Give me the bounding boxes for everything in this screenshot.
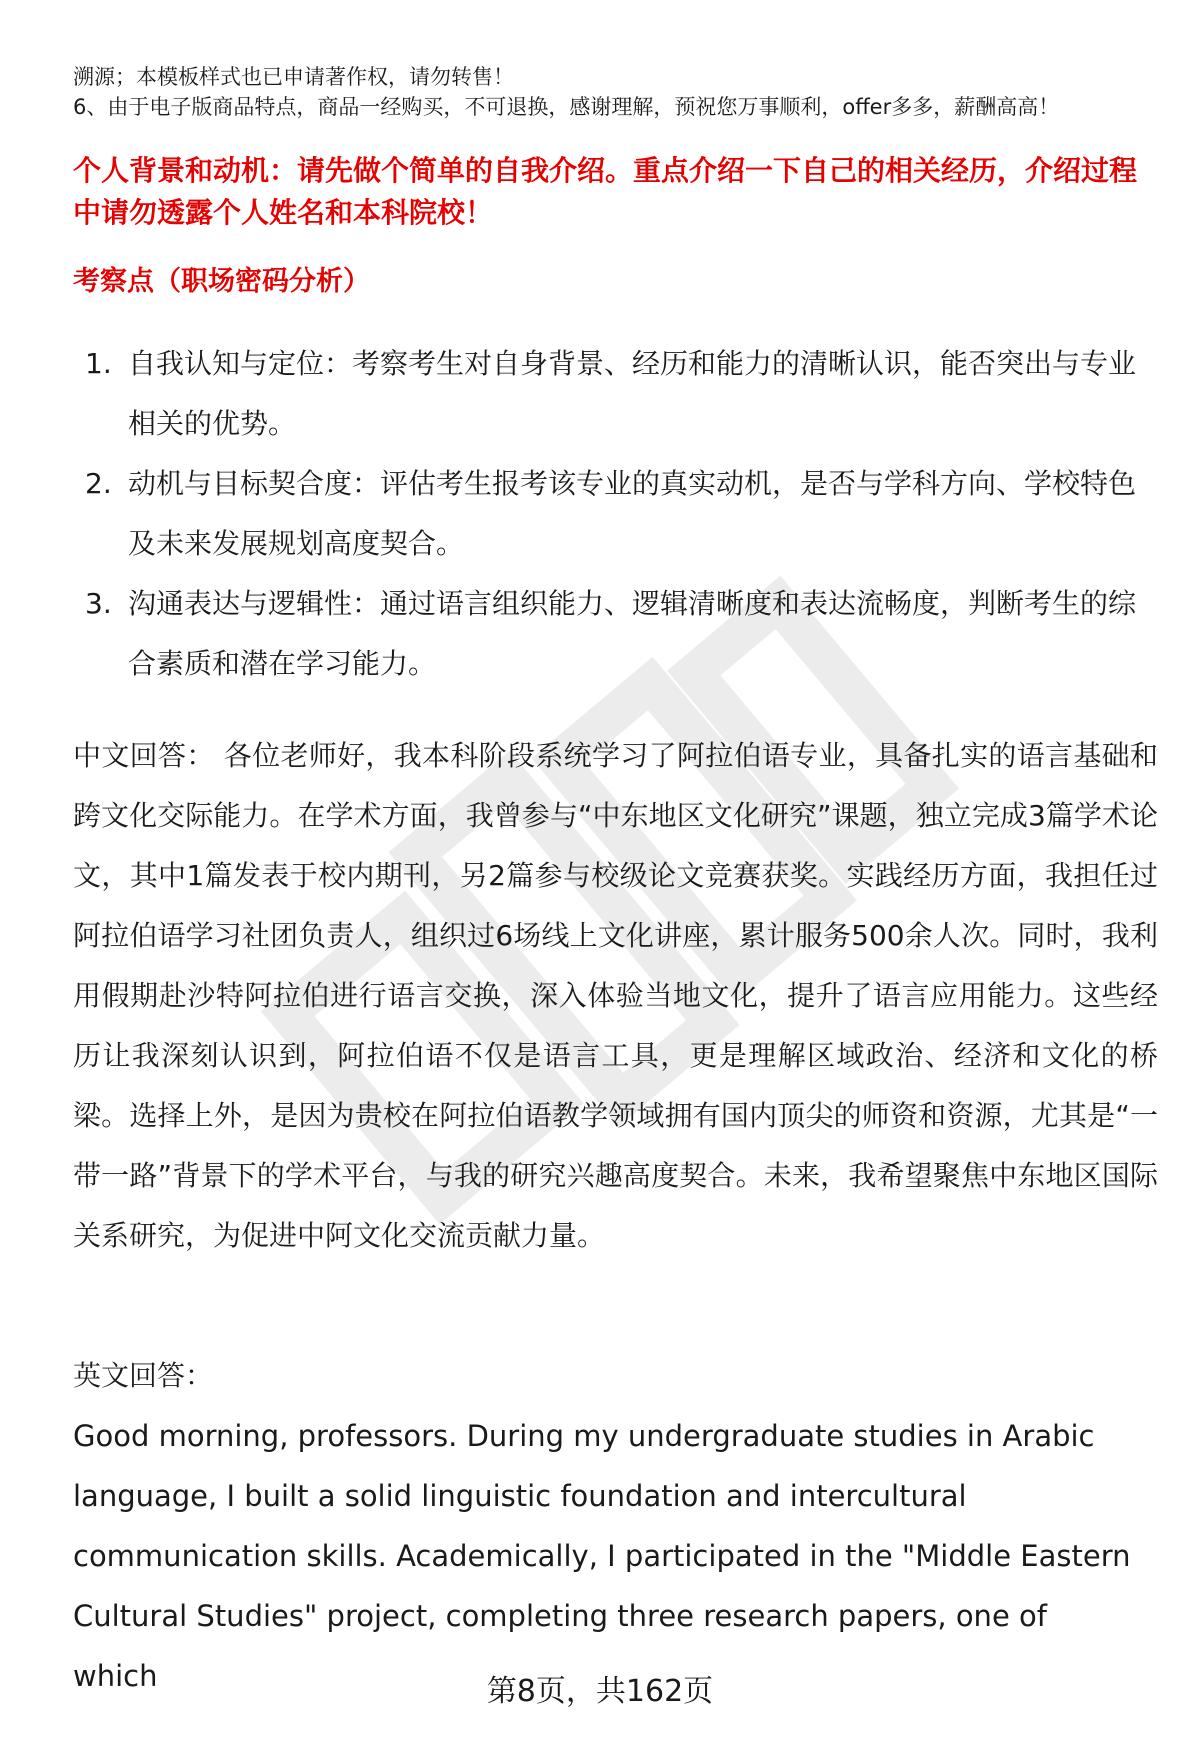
list-item — [73, 454, 1153, 574]
question-heading: 个人背景和动机：请先做个简单的自我介绍。重点介绍一下自己的相关经历，介绍过程中请勿透露个人姓名和本科院校！ — [73, 154, 1138, 229]
list-item-number: 3. — [85, 587, 112, 620]
chinese-answer: 中文回答： 各位老师好，我本科阶段系统学习了阿拉伯语专业，具备扎实的语言基础和跨文化交际能力。在学术方面，我曾参与“中东地区文化研究”课题，独立完成3篇学术论文，其中1篇发表于校内期刊，另2篇参与校级论文竞赛获奖。实践经历方面，我担任过阿拉伯语学习社团负责人，组织过6场线上文化讲座，累计服务500余人次。同时，我利用假期赴沙特阿拉伯进行语言交换，深入体验当地文化，提升了语言应用能力。这些经历让我深刻认识到，阿拉伯语不仅是语言工具，更是理解区域政治、经济和文化的桥梁。选择上外，是因为贵校在阿拉伯语教学领域拥有国内顶尖的师资和资源，尤其是“一带一路”背景下的学术平台，与我的研究兴趣高度契合。未来，我希望聚焦中东地区国际关系研究，为促进中阿文化交流贡献力量。 — [73, 739, 1158, 1252]
english-answer: Good morning, professors. During my undergraduate studies in Arabic language, I built a solid linguistic foundation and intercultural communication skills. Academically, I participated in the "Middle Eastern Cultural Studies" project, completing three research papers, one of which — [73, 1419, 1131, 1693]
section-title: 考察点（职场密码分析） — [73, 266, 370, 297]
list-item-text: 自我认知与定位：考察考生对自身背景、经历和能力的清晰认识，能否突出与专业相关的优势。 — [128, 347, 1137, 440]
list-item-text: 动机与目标契合度：评估考生报考该专业的真实动机，是否与学科方向、学校特色及未来发展规划高度契合。 — [128, 467, 1137, 560]
page-number-footer: 第8页，共162页 — [486, 1674, 714, 1709]
list-item-number: 1. — [85, 347, 112, 380]
english-answer-label: 英文回答： — [73, 1359, 214, 1392]
list-item-number: 2. — [85, 467, 112, 500]
notice-line-1: 溯源；本模板样式也已申请著作权，请勿转售！ — [73, 65, 514, 89]
list-item — [73, 574, 1153, 694]
list-item — [73, 334, 1153, 454]
assessment-points-list — [73, 334, 1153, 694]
notice-line-2: 6、由于电子版商品特点，商品一经购买，不可退换，感谢理解，预祝您万事顺利，offer多多，薪酬高高！ — [73, 95, 1060, 119]
list-item-text: 沟通表达与逻辑性：通过语言组织能力、逻辑清晰度和表达流畅度，判断考生的综合素质和潜在学习能力。 — [128, 587, 1137, 680]
